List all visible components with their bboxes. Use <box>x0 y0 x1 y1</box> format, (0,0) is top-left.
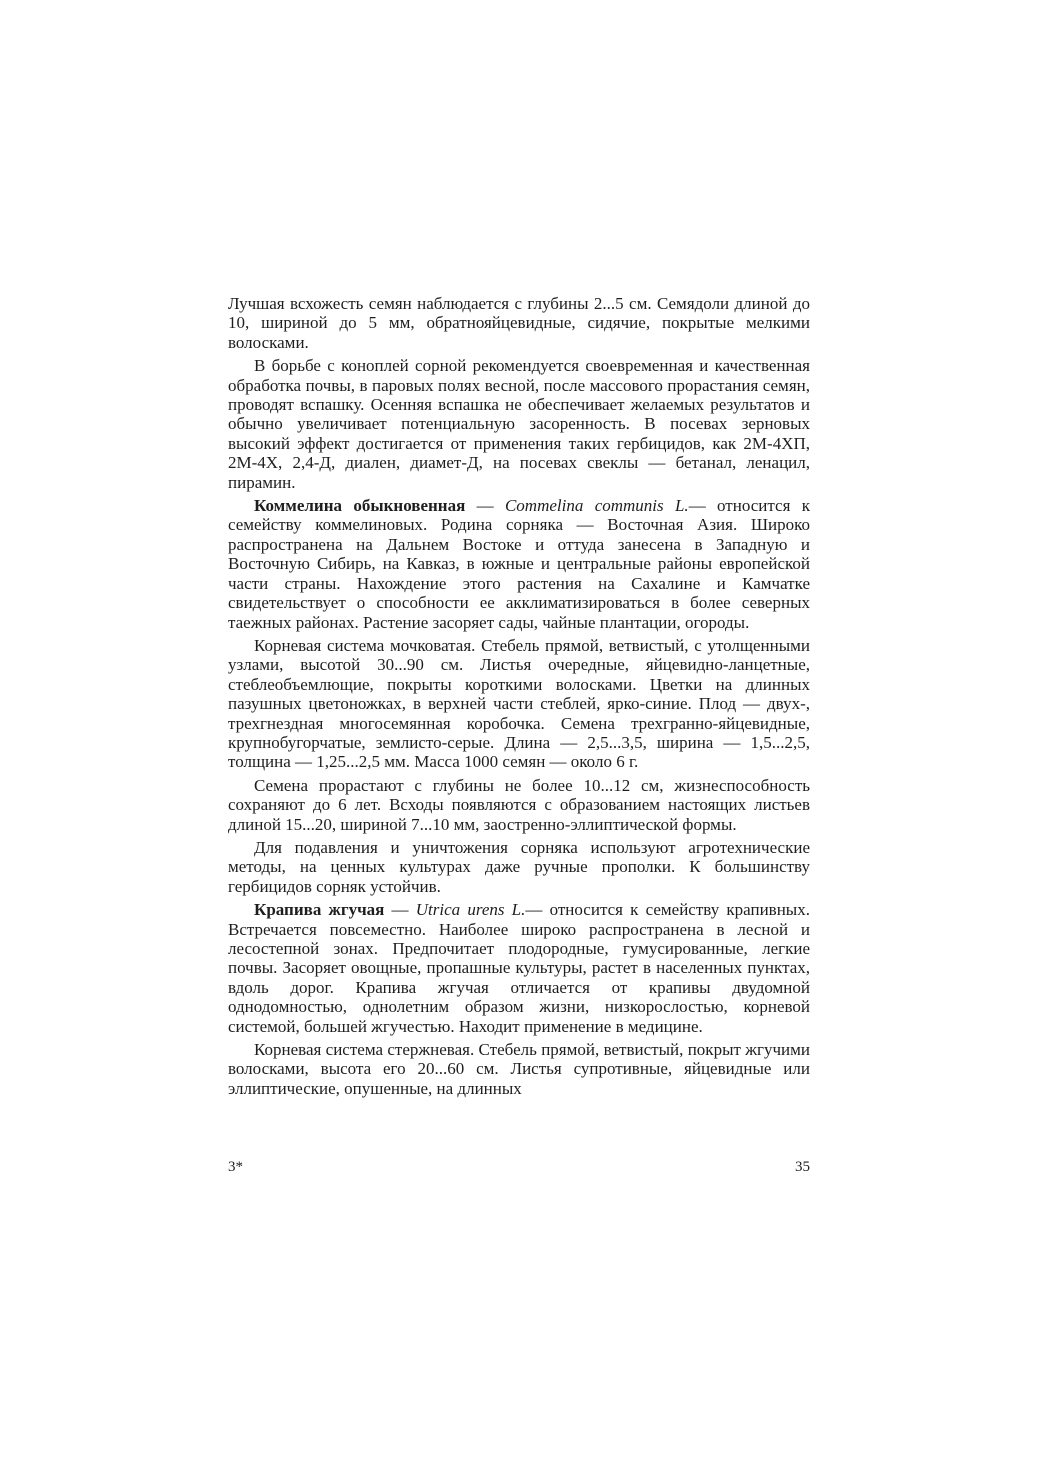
paragraph-control-methods <box>228 356 810 492</box>
paragraph-text: В борьбе с коноплей сорной рекомендуется своевременная и качественная обработка почвы, в паровых полях весной, после массового прорастания семян, проводят вспашку. Осенняя вспашка не обеспечивает желаемых результатов и обычно увеличивает потенциальную засоренность. В посевах зерновых высокий эффект достигается от применения таких гербицидов, как 2М-4ХП, 2М-4Х, 2,4-Д, диален, диамет-Д, на посевах свеклы — бетанал, ленацил, пирамин. <box>228 356 810 492</box>
term-dash: — <box>465 496 505 516</box>
species-latin-name: Commelina communis L. <box>504 496 689 516</box>
paragraph-seed-germination <box>228 294 810 352</box>
term-dash: — <box>384 900 416 920</box>
paragraph-text: Семена прорастают с глубины не более 10...12 см, жизнеспособность сохраняют до 6 лет. Всходы появляются с образованием настоящих листьев длиной 15...20, шириной 7...10 мм, заостренно-эллиптической формы. <box>228 775 810 834</box>
paragraph-text: — относится к семейству коммелиновых. Родина сорняка — Восточная Азия. Широко распространена на Дальнем Востоке и оттуда занесена в Западную и Восточную Сибирь, на Кавказ, в южные и центральные районы европейской части страны. Нахождение этого растения на Сахалине и Камчатке свидетельствует о способности ее акклиматизироваться в более северных таежных районах. Растение засоряет сады, чайные плантации, огороды. <box>228 496 810 632</box>
paragraph-urtica-intro <box>228 900 810 1036</box>
paragraph-text: Для подавления и уничтожения сорняка используют агротехнические методы, на ценных культурах даже ручные прополки. К большинству гербицидов сорняк устойчив. <box>228 837 810 896</box>
paragraph-commelina-control <box>228 838 810 896</box>
page-body <box>228 294 810 1102</box>
article-text <box>228 294 810 1098</box>
species-latin-name: Utrica urens L. <box>415 900 526 920</box>
paragraph-commelina-intro <box>228 496 810 632</box>
paragraph-text: — относится к семейству крапивных. Встречается повсеместно. Наиболее широко распространена в лесной и лесостепной зонах. Предпочитает плодородные, гумусированные, легкие почвы. Засоряет овощные, пропашные культуры, растет в населенных пунктах, вдоль дорог. Крапива жгучая отличается от крапивы двудомной однодомностью, однолетним образом жизни, низкорослостью, корневой системой, большей жгучестью. Находит применение в медицине. <box>228 900 810 1036</box>
species-term: Крапива жгучая <box>254 900 385 920</box>
paragraph-text: Корневая система стержневая. Стебель прямой, ветвистый, покрыт жгучими волосками, высота его 20...60 см. Листья супротивные, яйцевидные или эллиптические, опушенные, на длинных <box>228 1040 810 1098</box>
paragraph-commelina-morphology <box>228 636 810 772</box>
paragraph-urtica-morphology <box>228 1040 810 1098</box>
paragraph-text: Корневая система мочковатая. Стебель прямой, ветвистый, с утолщенными узлами, высотой 30...90 см. Листья очередные, яйцевидно-ланцетные, стеблеобъемлющие, покрыты короткими волосками. Цветки на длинных пазушных цветоножках, в верхней части стеблей, ярко-синие. Плод — двух-, трехгнездная многосемянная коробочка. Семена трехгранно-яйцевидные, крупнобугорчатые, землисто-серые. Длина — 2,5...3,5, ширина — 1,5...2,5, толщина — 1,25...2,5 мм. Масса 1000 семян — около 6 г. <box>228 635 810 772</box>
species-term: Коммелина обыкновенная <box>254 496 466 516</box>
paragraph-text: Лучшая всхожесть семян наблюдается с глубины 2...5 см. Семядоли длиной до 10, шириной до 5 мм, обратнояйцевидные, сидячие, покрытые мелкими волосками. <box>228 294 810 352</box>
page-number: 35 <box>795 1159 810 1175</box>
paragraph-commelina-germination <box>228 776 810 834</box>
printer-signature: 3* <box>228 1159 243 1175</box>
